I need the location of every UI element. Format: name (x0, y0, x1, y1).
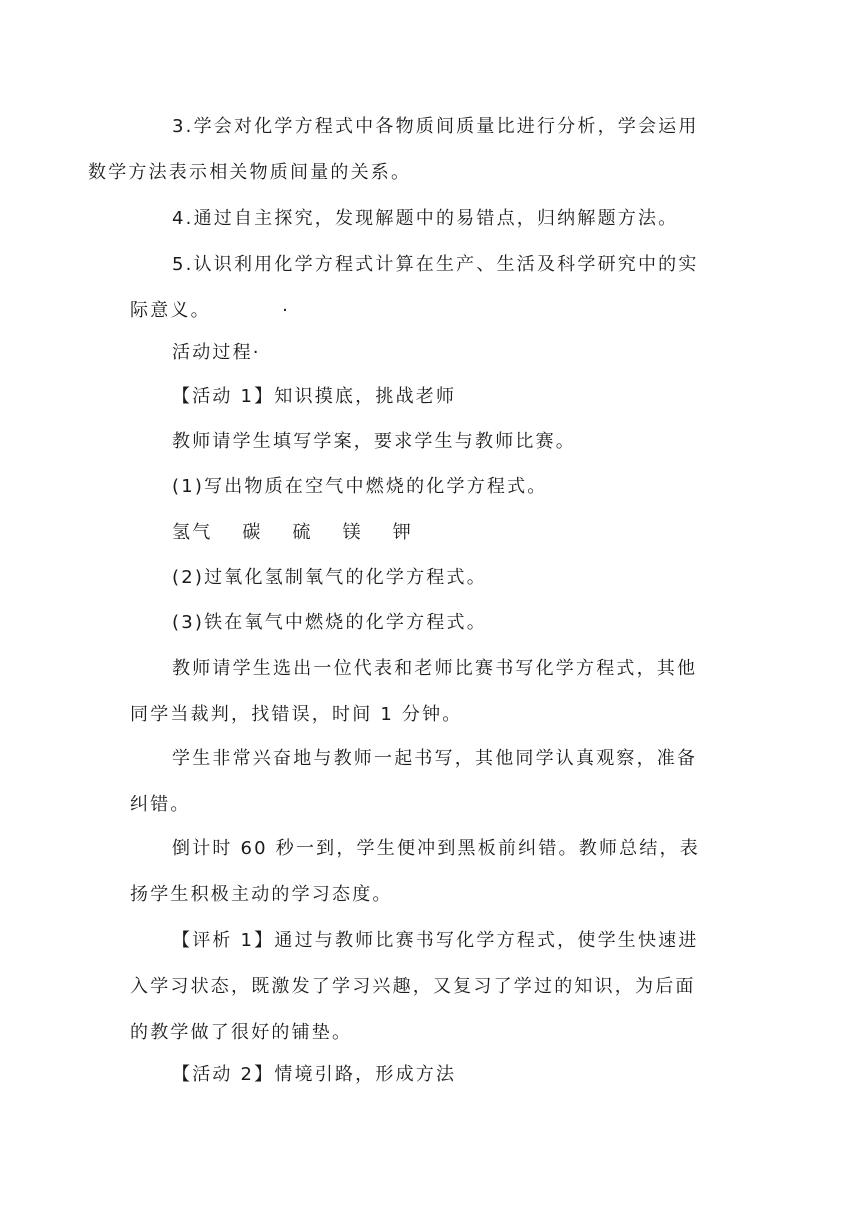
text-line: 数学方法表示相关物质间量的关系。 (88, 162, 412, 183)
evaluation-1-paragraph (130, 918, 730, 1056)
text-line: 教师请学生选出一位代表和老师比赛书写化学方程式，其他 (172, 658, 698, 679)
text-line: 3.学会对化学方程式中各物质间质量比进行分析，学会运用 (172, 116, 699, 137)
objective-4-paragraph (130, 196, 730, 242)
competition-paragraph (130, 646, 730, 738)
text-line: (2)过氧化氢制氧气的化学方程式。 (172, 567, 487, 588)
objective-3-paragraph (88, 104, 730, 196)
text-line: 同学当裁判，找错误，时间 1 分钟。 (130, 704, 463, 725)
text-line: 的教学做了很好的铺垫。 (130, 1022, 353, 1043)
text-line: 纠错。 (130, 794, 191, 815)
element-hydrogen: 氢气 (172, 522, 213, 543)
text-line: 【评析 1】通过与教师比赛书写化学方程式，使学生快速进 (172, 930, 699, 951)
text-line: 倒计时 60 秒一到，学生便冲到黑板前纠错。教师总结，表 (172, 838, 700, 859)
element-carbon: 碳 (242, 522, 263, 543)
student-reaction-paragraph (130, 736, 730, 828)
element-sulfur: 硫 (292, 522, 313, 543)
activity-process-heading (130, 330, 730, 376)
text-line: 【活动 2】情境引路，形成方法 (172, 1064, 457, 1085)
activity-2-heading (130, 1052, 730, 1098)
text-line: 活动过程· (172, 342, 261, 363)
text-line: 4.通过自主探究，发现解题中的易错点，归纳解题方法。 (172, 208, 679, 229)
objective-5-paragraph (130, 242, 730, 334)
question-1-paragraph (130, 464, 730, 510)
text-line: 教师请学生填写学案，要求学生与教师比赛。 (172, 431, 576, 452)
text-line: 扬学生积极主动的学习态度。 (130, 884, 393, 905)
activity-1-heading (130, 374, 730, 420)
element-magnesium: 镁 (342, 522, 363, 543)
question-2-paragraph (130, 555, 730, 601)
element-list (130, 510, 730, 556)
text-line: 5.认识利用化学方程式计算在生产、生活及科学研究中的实 (172, 254, 699, 275)
text-line: (3)铁在氧气中燃烧的化学方程式。 (172, 612, 487, 633)
text-line: 学生非常兴奋地与教师一起书写，其他同学认真观察，准备 (172, 748, 698, 769)
teacher-instruction-paragraph (130, 419, 730, 465)
text-line: 【活动 1】知识摸底，挑战老师 (172, 386, 457, 407)
text-line: (1)写出物质在空气中燃烧的化学方程式。 (172, 476, 548, 497)
text-line: 入学习状态，既激发了学习兴趣，又复习了学过的知识，为后面 (130, 976, 696, 997)
countdown-paragraph (130, 826, 730, 918)
question-3-paragraph (130, 600, 730, 646)
element-potassium: 钾 (392, 522, 413, 543)
text-line: 际意义。 · (130, 300, 291, 321)
